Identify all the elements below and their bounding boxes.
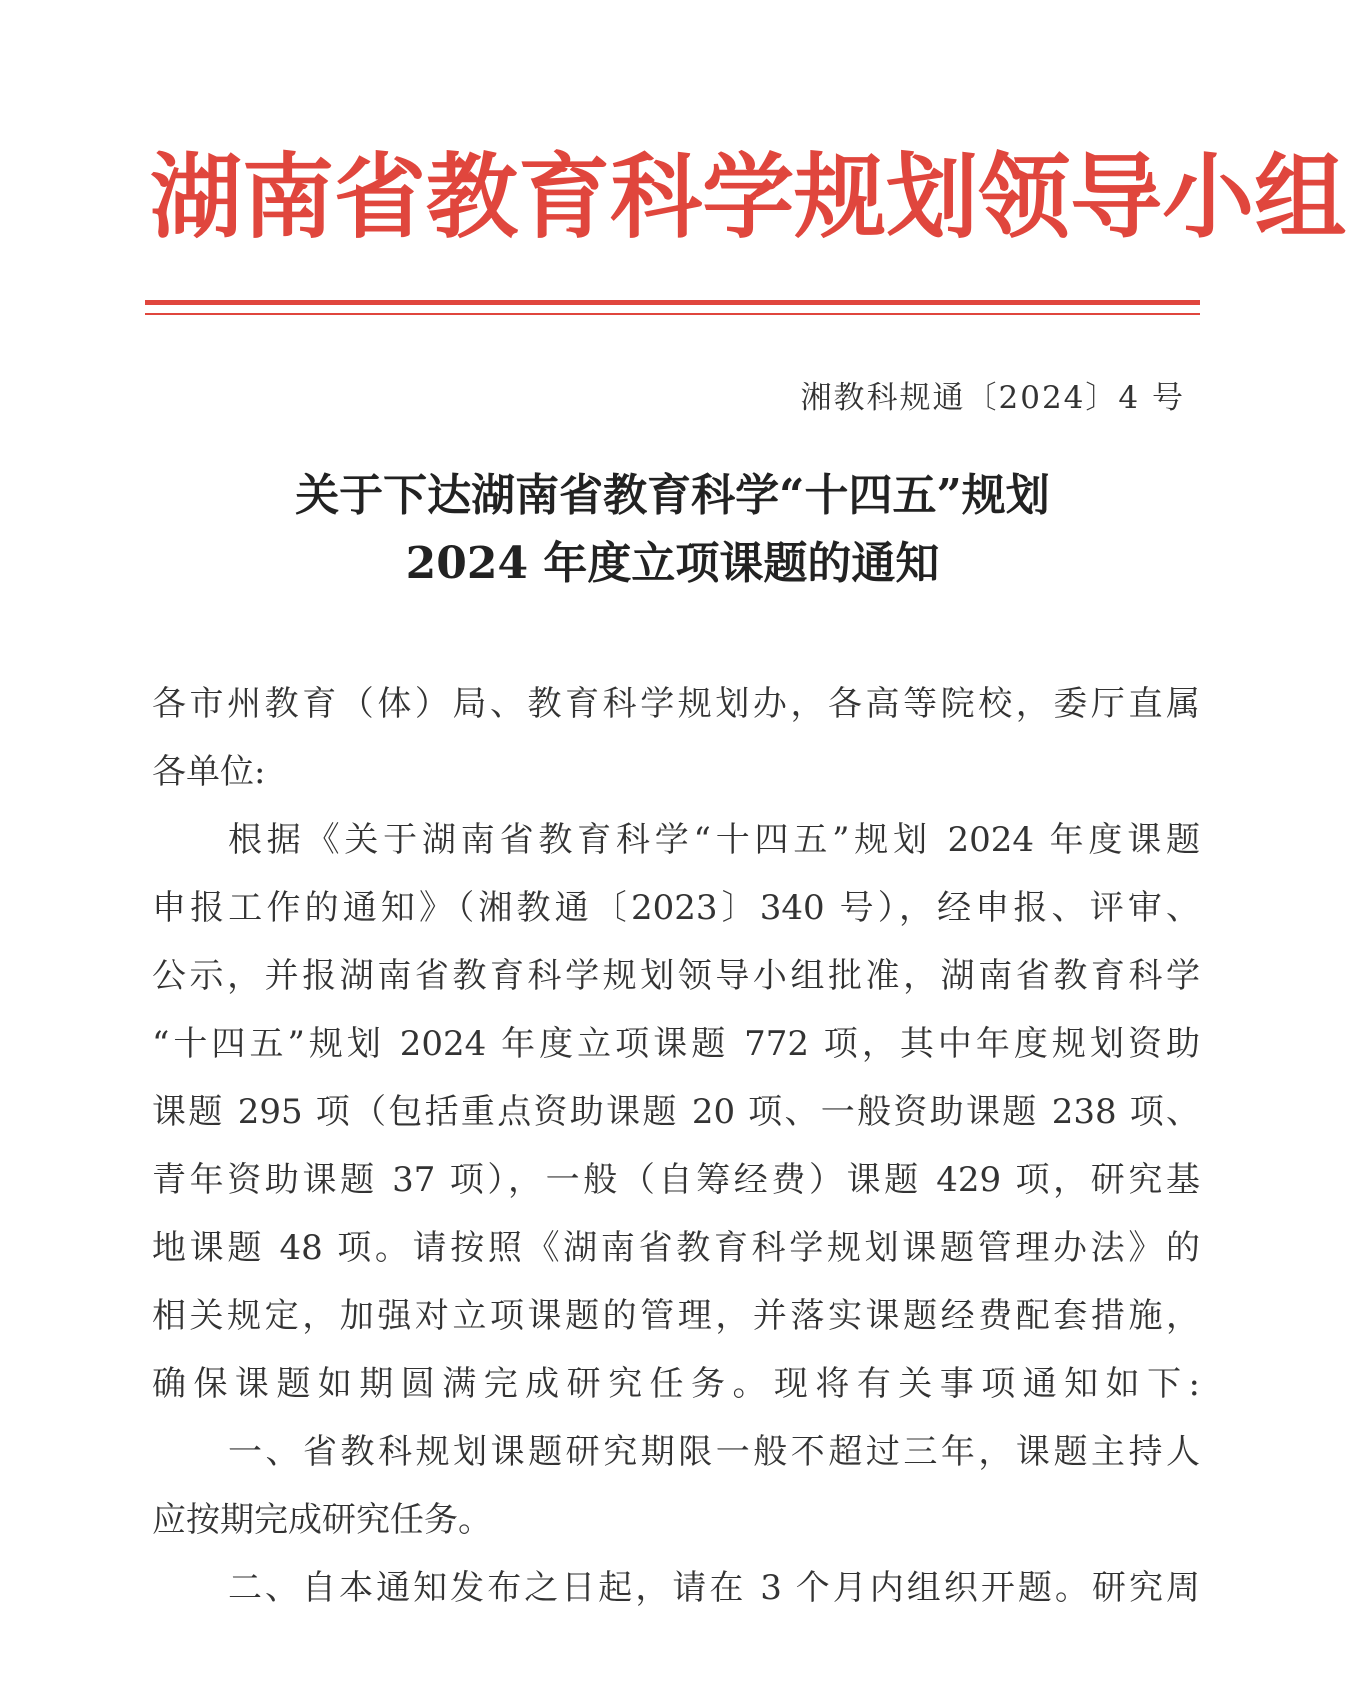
body-line: 二、自本通知发布之日起，请在 3 个月内组织开题。研究周 [228,1568,1200,1608]
org-char: 小 [1162,144,1255,251]
document-number: 湘教科规通〔2024〕4 号 [800,380,1185,416]
body-line: 地课题 48 项。请按照《湖南省教育科学规划课题管理办法》的 [152,1228,1200,1268]
org-char: 规 [794,144,887,251]
body-line: 应按期完成研究任务。 [152,1500,492,1540]
org-char: 学 [702,144,795,251]
body-line: 相关规定，加强对立项课题的管理，并落实课题经费配套措施， [152,1296,1200,1336]
organization-header [150,128,1346,268]
document-title-line: 关于下达湖南省教育科学“十四五”规划 [295,470,1050,521]
body-line: 确保课题如期圆满完成研究任务。现将有关事项通知如下: [152,1364,1200,1404]
body-line: 课题 295 项（包括重点资助课题 20 项、一般资助课题 238 项、 [152,1092,1200,1132]
body-line: 公示，并报湖南省教育科学规划领导小组批准，湖南省教育科学 [152,956,1200,996]
document-title [145,462,1200,598]
org-char: 导 [1070,144,1163,251]
org-char: 科 [610,144,703,251]
header-divider-thin [145,313,1200,315]
body-line: 申报工作的通知》（湘教通〔2023〕340 号），经申报、评审、 [152,888,1200,928]
header-divider-thick [145,300,1200,305]
body-line: 各市州教育（体）局、教育科学规划办，各高等院校，委厅直属 [152,684,1200,724]
org-char: 南 [242,144,335,251]
document-body [152,670,1200,1622]
document-title-line: 2024 年度立项课题的通知 [405,538,940,589]
body-line: 根据《关于湖南省教育科学“十四五”规划 2024 年度课题 [228,820,1200,860]
body-line: 各单位: [152,752,266,792]
org-char: 湖 [150,144,243,251]
org-char: 教 [426,144,519,251]
org-char: 育 [518,144,611,251]
body-line: 一、省教科规划课题研究期限一般不超过三年，课题主持人 [228,1432,1200,1472]
org-char: 领 [978,144,1071,251]
org-char: 省 [334,144,427,251]
body-line: “十四五”规划 2024 年度立项课题 772 项，其中年度规划资助 [152,1024,1200,1064]
org-char: 组 [1254,144,1346,251]
org-char: 划 [886,144,979,251]
body-line: 青年资助课题 37 项），一般（自筹经费）课题 429 项，研究基 [152,1160,1200,1200]
